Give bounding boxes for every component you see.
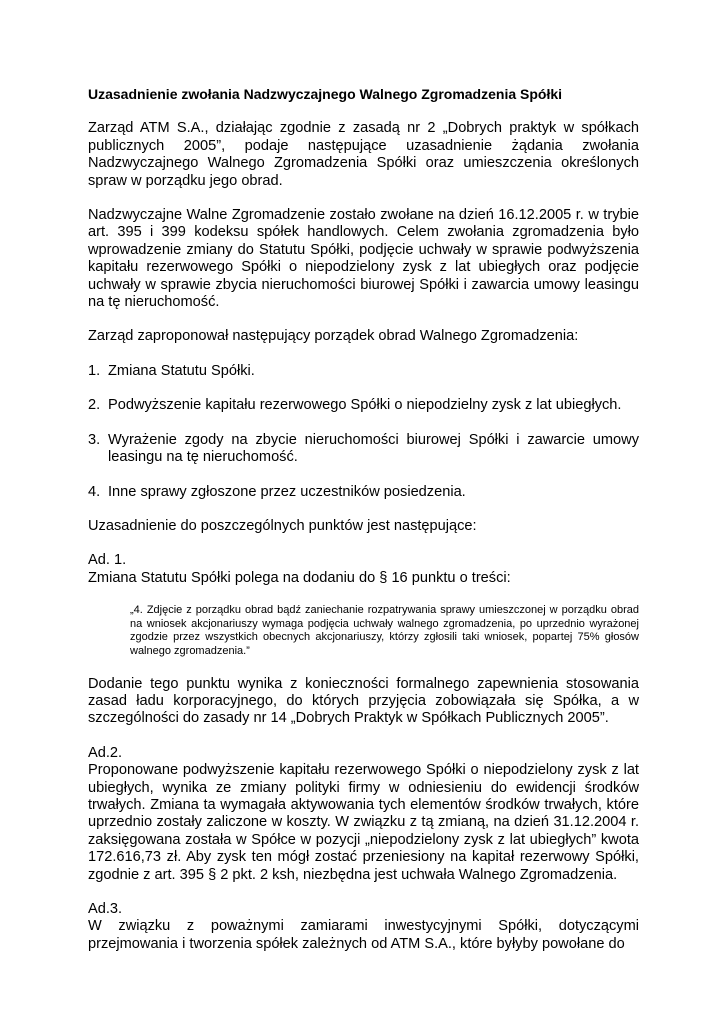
ad3-heading: Ad.3. bbox=[88, 900, 123, 917]
agenda-intro: Zarząd zaproponował następujący porządek obrad Walnego Zgromadzenia: bbox=[88, 328, 579, 345]
agenda-item-number: 1. bbox=[88, 362, 101, 379]
ad2-section bbox=[88, 745, 639, 884]
agenda-item-text: Zmiana Statutu Spółki. bbox=[108, 362, 255, 379]
convening-paragraph: Nadzwyczajne Walne Zgromadzenie zostało zwołane na dzień 16.12.2005 r. w trybie art. 395 i 399 kodeksu spółek handlowych. Celem zwołania zgromadzenia było wprowadzenie zmiany do Statutu Spółki, podjęcie uchwały w sprawie podwyższenia kapitału rezerwowego Spółki o niepodzielony zysk z lat ubiegłych oraz podjęcie uchwały w sprawie zbycia nieruchomości biurowej Spółki i zawarcia umowy leasingu na tę nieruchomość. bbox=[88, 207, 639, 311]
ad3-section bbox=[88, 901, 639, 953]
ad2-text: Proponowane podwyższenie kapitału rezerwowego Spółki o niepodzielony zysk z lat ubiegłych, wynika ze zmiany polityki firmy w odniesieniu do ewidencji środków trwałych. Zmiana ta wymagała aktywowania tych elementów środków trwałych, które uprzednio zostały zaliczone w koszty. W związku z tą zmianą, na dzień 31.12.2004 r. zaksięgowana została w Spółce w pozycji „niepodzielony zysk z lat ubiegłych” kwota 172.616,73 zł. Aby zysk ten mógł zostać przeniesiony na kapitał rezerwowy Spółki, zgodnie z art. 395 § 2 pkt. 2 ksh, niezbędna jest uchwała Walnego Zgromadzenia. bbox=[88, 762, 639, 883]
agenda-item-number: 4. bbox=[88, 483, 101, 500]
agenda-item bbox=[88, 363, 639, 380]
agenda-item-text: Podwyższenie kapitału rezerwowego Spółki o niepodzielny zysk z lat ubiegłych. bbox=[108, 397, 622, 414]
ad2-heading: Ad.2. bbox=[88, 744, 123, 761]
agenda-item bbox=[88, 484, 639, 501]
document-page bbox=[88, 86, 639, 970]
agenda-item-text: Wyrażenie zgody na zbycie nieruchomości biurowej Spółki i zawarcie umowy leasingu na tę nieruchomość. bbox=[108, 431, 639, 466]
agenda-item-number: 3. bbox=[88, 431, 101, 448]
ad1-heading: Ad. 1. bbox=[88, 552, 127, 569]
ad3-text: W związku z poważnymi zamiarami inwestycyjnymi Spółki, dotyczącymi przejmowania i tworzenia spółek zależnych od ATM S.A., które byłyby powołane do bbox=[88, 918, 639, 952]
ad1-section bbox=[88, 552, 639, 587]
document-title: Uzasadnienie zwołania Nadzwyczajnego Walnego Zgromadzenia Spółki bbox=[88, 86, 563, 102]
agenda-item bbox=[88, 432, 639, 467]
ad1-quote: „4. Zdjęcie z porządku obrad bądź zaniechanie rozpatrywania sprawy umieszczonej w porządku obrad na wniosek akcjonariuszy wymaga podjęcia uchwały walnego zgromadzenia, po uprzednio wyrażonej zgodzie przez wszystkich obecnych akcjonariuszy, którzy zgłosili taki wniosek, popartej 75% głosów walnego zgromadzenia.” bbox=[130, 604, 639, 657]
ad1-rationale: Dodanie tego punktu wynika z konieczności formalnego zapewnienia stosowania zasad ładu korporacyjnego, do których przyjęcia zobowiązała się Spółka, a w szczególności do zasady nr 14 „Dobrych Praktyk w Spółkach Publicznych 2005”. bbox=[88, 675, 639, 727]
ad1-text: Zmiana Statutu Spółki polega na dodaniu do § 16 punktu o treści: bbox=[88, 569, 511, 586]
intro-paragraph: Zarząd ATM S.A., działając zgodnie z zasadą nr 2 „Dobrych praktyk w spółkach publicznych 2005”, podaje następujące uzasadnienie żądania zwołania Nadzwyczajnego Walnego Zgromadzenia Spółki oraz umieszczenia określonych spraw w porządku jego obrad. bbox=[88, 120, 639, 189]
agenda-item-text: Inne sprawy zgłoszone przez uczestników posiedzenia. bbox=[108, 483, 466, 500]
justification-intro: Uzasadnienie do poszczególnych punktów jest następujące: bbox=[88, 517, 477, 534]
agenda-item bbox=[88, 397, 639, 414]
agenda-item-number: 2. bbox=[88, 397, 101, 414]
agenda-list bbox=[88, 363, 639, 501]
